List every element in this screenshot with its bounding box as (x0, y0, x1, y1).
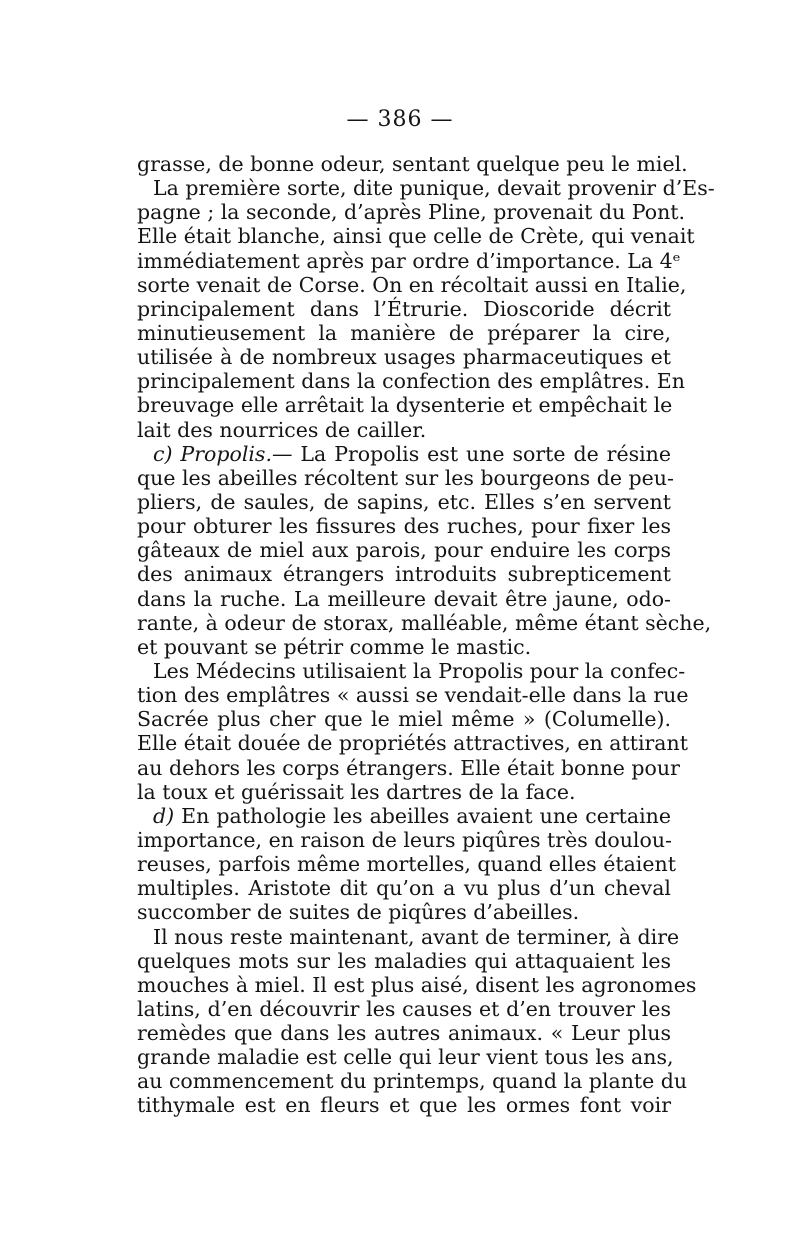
text-line: au dehors les corps étrangers. Elle était bonne pour (137, 755, 680, 780)
text-line: utilisée à de nombreux usages pharmaceutiques et (137, 345, 671, 370)
section-label: c) Propolis. (153, 441, 272, 466)
text-line: lait des nourrices de cailler. (137, 417, 427, 442)
text-line: c) Propolis.— La Propolis est une sorte de résine (153, 441, 672, 466)
text-line: dans la ruche. La meilleure devait être jaune, odo- (137, 586, 671, 611)
text-line: au commencement du printemps, quand la plante du (137, 1069, 688, 1094)
text-line: gâteaux de miel aux parois, pour enduire les corps (137, 538, 671, 563)
text-line: grande maladie est celle qui leur vient tous les ans, (137, 1045, 674, 1070)
text-line: Les Médecins utilisaient la Propolis pour la confec- (153, 658, 686, 683)
text-line: reuses, parfois même mortelles, quand elles étaient (137, 852, 676, 877)
text-line: quelques mots sur les maladies qui attaquaient les (137, 948, 671, 973)
text-line: tithymale est en fleurs et que les ormes font voir (137, 1093, 671, 1118)
text-line: La première sorte, dite punique, devait provenir d’Es- (153, 176, 715, 201)
text-line: rante, à odeur de storax, malléable, même étant sèche, (137, 610, 712, 635)
text-line: Sacrée plus cher que le miel même » (Columelle). (137, 707, 671, 732)
text-line: succomber de suites de piqûres d’abeilles. (137, 900, 580, 925)
text-line: breuvage elle arrêtait la dysenterie et empêchait le (137, 393, 673, 418)
text-line: d) En pathologie les abeilles avaient une certaine (153, 803, 671, 828)
text-line: pagne ; la seconde, d’après Pline, provenait du Pont. (137, 200, 686, 225)
body-text (137, 152, 715, 1118)
text-line: mouches à miel. Il est plus aisé, disent les agronomes (137, 972, 697, 997)
text-line: des animaux étrangers introduits subrepticement (137, 562, 671, 587)
text-line: importance, en raison de leurs piqûres très doulou- (137, 827, 672, 852)
page-number: — 386 — (346, 107, 454, 132)
text-line: principalement dans la confection des emplâtres. En (137, 369, 685, 394)
text-line: pour obturer les fissures des ruches, pour fixer les (137, 514, 671, 539)
text-line: latins, d’en découvrir les causes et d’en trouver les (137, 996, 671, 1021)
section-label: d) (153, 803, 175, 828)
text-line: grasse, de bonne odeur, sentant quelque peu le miel. (137, 152, 688, 176)
text-line: remèdes que dans les autres animaux. « Leur plus (137, 1021, 671, 1046)
text-line: principalement dans l’Étrurie. Dioscoride décrit (137, 296, 671, 321)
text-line: immédiatement après par ordre d’importance. La 4ᵉ (137, 248, 681, 273)
text-line: et pouvant se pétrir comme le mastic. (137, 634, 532, 659)
text-line: multiples. Aristote dit qu’on a vu plus d’un cheval (137, 876, 671, 901)
text-line: Elle était douée de propriétés attractives, en attirant (137, 731, 688, 756)
text-line: tion des emplâtres « aussi se vendait-elle dans la rue (137, 683, 689, 708)
text-line: la toux et guérissait les dartres de la face. (137, 779, 576, 804)
text-line: Il nous reste maintenant, avant de terminer, à dire (153, 924, 680, 949)
text-line: que les abeilles récoltent sur les bourgeons de peu- (137, 465, 674, 490)
text-line: Elle était blanche, ainsi que celle de Crète, qui venait (137, 224, 695, 249)
text-line: minutieusement la manière de préparer la cire, (137, 320, 671, 345)
text-line: pliers, de saules, de sapins, etc. Elles s’en servent (137, 489, 671, 514)
text-line: sorte venait de Corse. On en récoltait aussi en Italie, (137, 272, 687, 297)
